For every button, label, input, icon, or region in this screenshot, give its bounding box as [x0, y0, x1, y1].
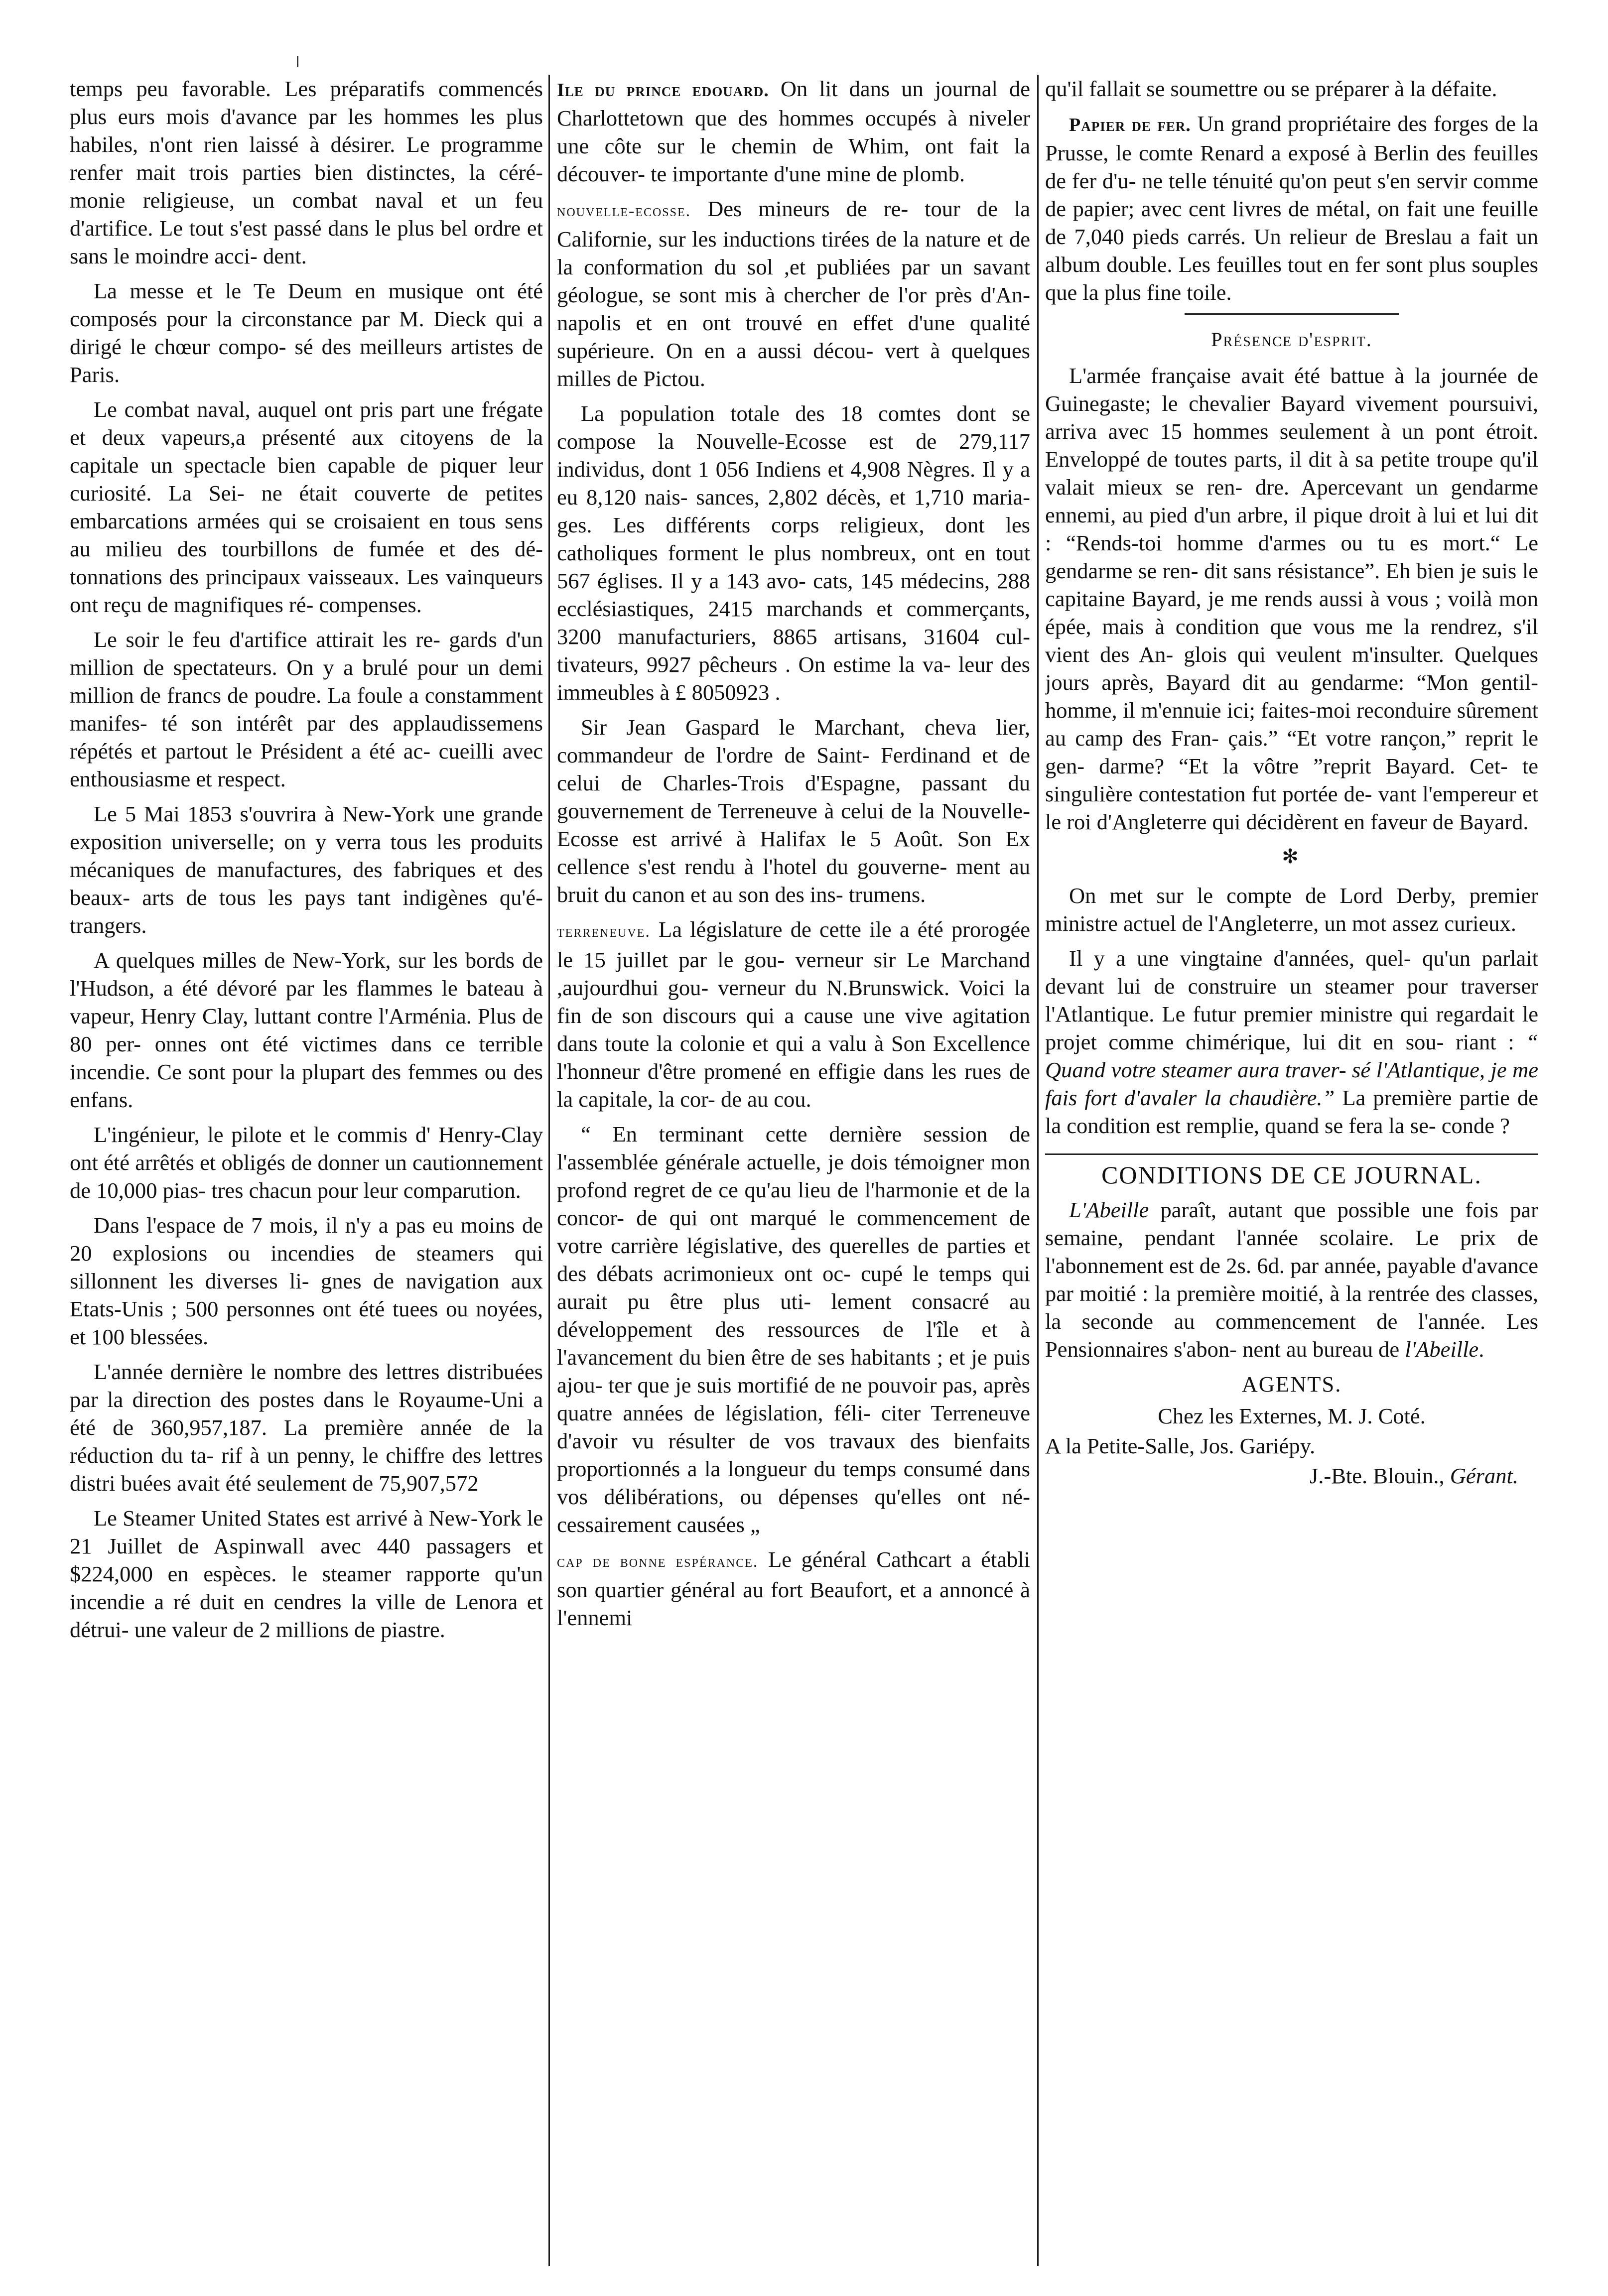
paragraph-le-marchant: Sir Jean Gaspard le Marchant, cheva lier, commandeur de l'ordre de Saint- Ferdinand et de celui de Charles-Trois d'Espagne, passant du gouvernement de Terreneuve à celui de la Nouvelle-Ecosse est arrivé à Halifax le 5 Août. Son Ex cellence s'est rendu à l'hotel du gouverne- ment au bruit du canon et au son des ins- trumens.	[557, 715, 1030, 907]
heading-ile-prince-edouard: Ile du prince edouard.	[557, 80, 769, 101]
journal-name: L'Abeille	[1069, 1197, 1149, 1222]
paragraph-explosions: Dans l'espace de 7 mois, il n'y a pas eu moins de 20 explosions ou incendies de steamers qui sillonnent les diverses li- gnes de navigation aux Etats-Unis ; 500 personnes ont été tuees ou noyées, et 100 blessées.	[70, 1213, 543, 1349]
text-anecdote-b: La première partie de la condition est remplie, quand se fera la se- conde ?	[1045, 1085, 1538, 1138]
paragraph-fete-intro: temps peu favorable. Les préparatifs commencés plus eurs mois d'avance par les hommes les plus habiles, n'ont rien laissé à désirer. Le programme renfer mait trois parties bien distinctes, la céré- monie religieuse, un combat naval et un feu d'artifice. Le tout s'est passé dans le plus bel ordre et sans le moindre acci- dent.	[70, 76, 543, 268]
text-papier-de-fer: Un grand propriétaire des forges de la Prusse, le comte Renard a exposé à Berlin des feuilles de fer d'u- ne telle ténuité qu'on peut s'en servir comme de papier; avec cent livres de métal, on fait une feuille de 7,040 pieds carrés. Un relieur de Breslau a fait un album double. Les feuilles tout en fer sont plus souples que la plus fine toile.	[1045, 111, 1538, 305]
paragraph-bayard: L'armée française avait été battue à la journée de Guinegaste; le chevalier Bayard vivement poursuivi, arriva avec 15 hommes seulement à un pont étroit. Enveloppé de toutes parts, il dit à sa petite troupe qu'il valait mieux se ren- dre. Apercevant un gendarme ennemi, au pied d'un arbre, il pique droit à lui et lui dit : “Rends-toi homme d'armes ou tu es mort.“ Le gendarme se ren- dit sans résistance”. Eh bien je suis le capitaine Bayard, je me rends aussi à vous ; voilà mon épée, mais à condition que vous me la rendrez, s'il vient des An- glois qui veulent m'insulter. Quelques jours après, Bayard dit au gendarme: “Mon gentil-homme, il m'ennuie ici; faites-moi reconduire sûrement au camp des Fran- çais.” “Et votre rançon,” reprit le gen- darme? “Et la vôtre ”reprit Bayard. Cet- te singulière contestation fut portée de- vant l'empereur et le roi d'Angleterre qui décidèrent en faveur de Bayard.	[1045, 363, 1538, 834]
column-3	[1045, 75, 1538, 2276]
paragraph-feu-artifice: Le soir le feu d'artifice attirait les re- gards d'un million de spectateurs. On y a brulé pour un demi million de francs de poudre. La foule a constamment manifes- té son intérêt par des applaudissemens répétés et partout le Président a été ac- cueilli avec enthousiasme et respect.	[70, 627, 543, 791]
column-divider-2	[1037, 75, 1039, 2266]
section-ile-prince-edouard	[557, 75, 1030, 188]
agent-externes: Chez les Externes, M. J. Coté.	[1158, 1403, 1426, 1428]
heading-terreneuve: terreneuve.	[557, 922, 651, 941]
gerant-name: J.-Bte. Blouin.,	[1309, 1463, 1445, 1488]
text-nouvelle-ecosse: Des mineurs de re- tour de la Californie, sur les inductions tirées de la nature et de la conformation du sol ,et publiées par un savant géologue, se sont mis à chercher de l'or près d'An- napolis et en ont trouvé en effet d'une qualité supérieure. On en a aussi décou- vert à quelques milles de Pictou.	[557, 196, 1030, 391]
section-papier-de-fer	[1045, 110, 1538, 306]
paragraph-continuation: qu'il fallait se soumettre ou se préparer à la défaite.	[1045, 76, 1497, 101]
heading-conditions: CONDITIONS DE CE JOURNAL.	[1045, 1153, 1538, 1189]
paragraph-combat-naval: Le combat naval, auquel ont pris part une frégate et deux vapeurs,a présenté aux citoyens de la capitale un spectacle bien capable de piquer leur curiosité. La Sei- ne était couverte de petites embarcations armées qui se croisaient en tous sens au milieu des tourbillons de fumée et des dé- tonnations des principaux vaisseaux. Les vainqueurs ont reçu de magnifiques ré- compenses.	[70, 397, 543, 617]
text-anecdote-a: Il y a une vingtaine d'années, quel- qu'un parlait devant lui de construire un steamer pour traverser l'Atlantique. Le futur premier ministre qui regardait le projet comme chimérique, lui dit en sou- riant :	[1045, 946, 1538, 1054]
column-1	[70, 75, 543, 2276]
paragraph-conditions: L'Abeille paraît, autant que possible une fois par semaine, pendant l'année scolaire. Le prix de l'abonnement est de 2s. 6d. par année, payable d'avance par moitié : la première moitié, à la rentrée des classes, la seconde au commencement de l'année. Les Pensionnaires s'abon- nent au bureau de l'Abeille.	[1045, 1197, 1538, 1362]
text-conditions: paraît, autant que possible une fois par semaine, pendant l'année scolaire. Le prix de l'abonnement est de 2s. 6d. par année, payable d'avance par moitié : la première moitié, à la rentrée des classes, la seconde au commencement de l'année. Les Pensionnaires s'abon- nent au bureau de	[1045, 1197, 1538, 1362]
column-divider-1	[548, 75, 550, 2266]
text-ile-prince-edouard: On lit dans un journal de Charlottetown que des hommes occupés à niveler une côte sur le chemin de Whim, ont fait la découver- te importante d'une mine de plomb.	[557, 76, 1030, 186]
section-terreneuve	[557, 915, 1030, 1113]
heading-agents: AGENTS.	[1241, 1372, 1342, 1397]
heading-nouvelle-ecosse: nouvelle-ecosse.	[557, 202, 691, 220]
paragraph-steamer-anecdote	[1045, 944, 1538, 1140]
heading-cap-bonne-esperance: cap de bonne espérance.	[557, 1552, 759, 1571]
paragraph-lord-derby: On met sur le compte de Lord Derby, premier ministre actuel de l'Angleterre, un mot assez curieux.	[1045, 883, 1538, 936]
paragraph-discours: “ En terminant cette dernière session de l'assemblée générale actuelle, je dois témoigner mon profond regret de ce qu'au lieu de l'harmonie et de la concor- de qui ont marqué le commencement de votre carrière législative, des querelles de parties et des débats acrimonieux ont oc- cupé le temps qui aurait pu être plus uti- lement consacré au développement des ressources de l'île et à l'avancement du bien être de ses habitants ; et je puis ajou- ter que je suis mortifié de ne pouvoir pas, après quatre années de législation, féli- citer Terreneuve d'avoir vu résulter de vos travaux des bienfaits proportionnés a la longueur du temps consumé dans vos délibérations, ou dépenses qu'elles ont né- cessairement causées „	[557, 1122, 1030, 1537]
section-cap-bonne-esperance	[557, 1545, 1030, 1632]
paragraph-henry-clay: A quelques milles de New-York, sur les bords de l'Hudson, a été dévoré par les flammes le bateau à vapeur, Henry Clay, luttant contre l'Arménia. Plus de 80 per- onnes ont été victimes dans ce terrible incendie. Ce sont pour la plupart des femmes ou des enfans.	[70, 948, 543, 1112]
gerant-role: Gérant.	[1450, 1463, 1518, 1488]
paragraph-ingenieur: L'ingénieur, le pilote et le commis d' Henry-Clay ont été arrêtés et obligés de donner un cautionnement de 10,000 pias- tres chacun pour leur comparution.	[70, 1122, 543, 1203]
print-mark	[297, 56, 298, 67]
agent-petite-salle: A la Petite-Salle, Jos. Gariépy.	[1045, 1433, 1316, 1458]
paragraph-steamer-united-states: Le Steamer United States est arrivé à New-York le 21 Juillet de Aspinwall avec 440 passagers et $224,000 en espèces. le steamer rapporte qu'un incendie a ré duit en cendres la ville de Lenora et détrui- une valeur de 2 millions de piastre.	[70, 1506, 543, 1642]
heading-papier-de-fer: Papier de fer.	[1069, 115, 1191, 135]
title-presence-esprit: Présence d'esprit.	[1211, 328, 1372, 351]
fleuron-ornament: ✻	[1282, 845, 1302, 868]
paragraph-population: La population totale des 18 comtes dont se compose la Nouvelle-Ecosse est de 279,117 individus, dont 1 056 Indiens et 4,908 Nègres. Il y a eu 8,120 nais- sances, 2,802 décès, et 1,710 maria- ges. Les différents corps religieux, dont les catholiques forment le plus nombreux, ont en tout 567 églises. Il y a 143 avo- cats, 145 médecins, 288 ecclésiastiques, 2415 marchands et commerçants, 3200 manufacturiers, 8865 artisans, 31604 cul- tivateurs, 9927 pêcheurs . On estime la va- leur des immeubles à £ 8050923 .	[557, 401, 1030, 705]
section-nouvelle-ecosse	[557, 195, 1030, 392]
journal-name-2: l'Abeille	[1405, 1337, 1479, 1362]
section-divider	[1185, 313, 1399, 315]
paragraph-lettres: L'année dernière le nombre des lettres distribuées par la direction des postes dans le Royaume-Uni a été de 360,957,187. La première année de la réduction du ta- rif à un penny, le chiffre des lettres distri buées avait été seulement de 75,907,572	[70, 1359, 543, 1496]
paragraph-exposition: Le 5 Mai 1853 s'ouvrira à New-York une grande exposition universelle; on y verra tous les produits mécaniques de manufactures, des fabriques et des beaux- arts de tous les pays tant indigènes qu'é- trangers.	[70, 801, 543, 938]
text-cap-bonne-esperance: Le général Cathcart a établi son quartier général au fort Beaufort, et a annoncé à l'ennemi	[557, 1547, 1030, 1630]
paragraph-te-deum: La messe et le Te Deum en musique ont été composés pour la circonstance par M. Dieck qui a dirigé le chœur compo- sé des meilleurs artistes de Paris.	[70, 278, 543, 387]
quote-chaudiere: “ Quand votre steamer aura traver- sé l'Atlantique, je me fais fort d'avaler la chaudière.”	[1045, 1029, 1538, 1110]
text-terreneuve: La législature de cette ile a été prorogée le 15 juillet par le gou- verneur sir Le Marchand ,aujourdhui gou- verneur du N.Brunswick. Voici la fin de son discours qui a cause une vive agitation dans toute la colonie et qui a valu à Son Excellence l'honneur d'être promené en effigie dans les rues de la capitale, la cor- de au cou.	[557, 917, 1030, 1112]
agent-gerant	[1045, 1462, 1538, 1490]
column-2	[557, 75, 1030, 2276]
